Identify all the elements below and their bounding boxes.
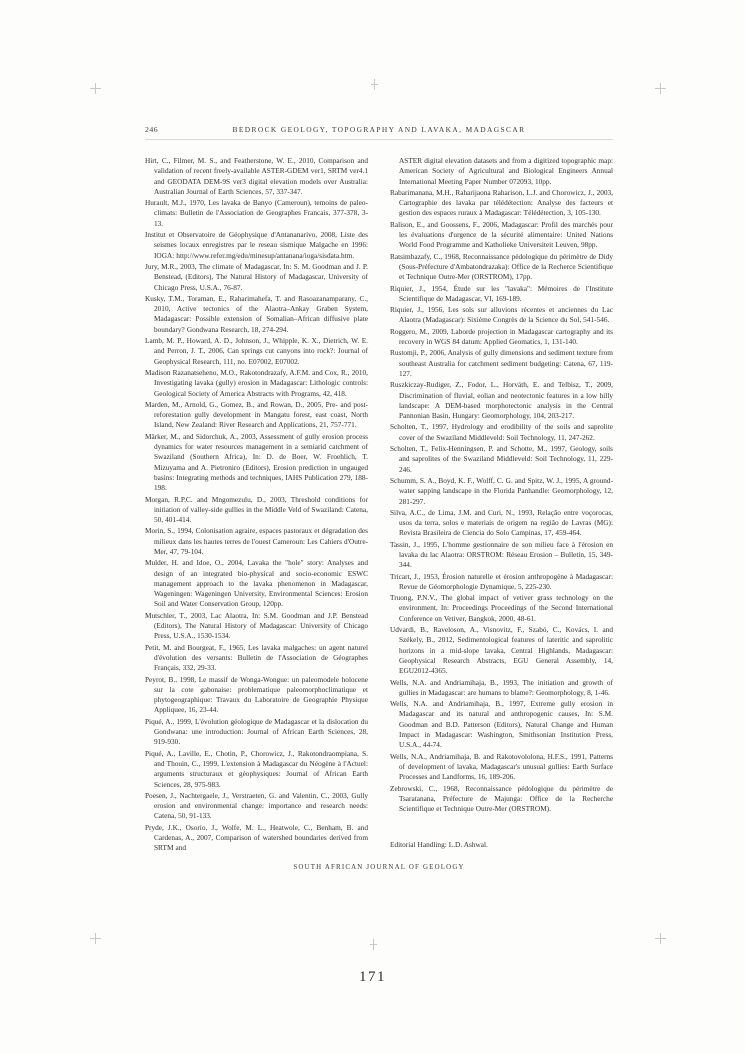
reference-entry: Silva, A.C., de Lima, J.M. and Curi, N., 1993, Relação entre voçorocas, usos da terra, solos e materiais de origem na região de Lavras (MG): Revista Brasileira de Ciencia do Solo Campinas, 17, 459-464. [390,507,613,538]
reference-entry: Roggero, M., 2009, Laborde projection in Madagascar cartography and its recovery in WGS 84 datum: Applied Geomatics, 1, 131-140. [390,326,613,347]
reference-entry: Wells, N.A., Andriamihaja, B. and Rakotovololona, H.F.S., 1991, Patterns of development of lavaka, Madagascar's unusual gullies: Earth Surface Processes and Landforms, 16, 189-206. [390,751,613,782]
reference-entry: Schumm, S. A., Boyd, K. F., Wolff, C. G. and Spitz, W. J., 1995, A ground-water sapping landscape in the Florida Panhandle: Geomorphology, 12, 281-297. [390,475,613,506]
reference-entry: Morin, S., 1994, Colonisation agraire, espaces pastoraux et dégradation des milieux dans les hautes terres de l'ouest Cameroun: Les Cahiers d'Outre-Mer, 47, 79-104. [145,526,368,556]
reference-entry: Wells, N.A. and Andriamihaja, B., 1993, The initiation and growth of gullies in Madagascar: are humans to blame?: Geomorphology, 8, 1-46. [390,677,613,697]
reference-entry: Lamb, M. P., Howard, A. D., Johnson, J., Whipple, K. X., Dietrich, W. E. and Perron, J. T., 2006, Can springs cut canyons into rock?: Journal of Geophysical Research, 111, no. E07002, E07002. [145,336,368,366]
crop-mark-top-right-icon [655,83,666,94]
reference-entry: Scholten, T., 1997, Hydrology and erodibility of the soils and saprolite cover of the Swaziland Middleveld: Soil Technology, 11, 247-262. [390,422,613,442]
reference-entry-continuation: ASTER digital elevation datasets and from a digitized topographic map: American Society of Agricultural and Biological Engineers Annual International Meeting Paper Number 072093, 10pp. [399,156,613,186]
crop-mark-bottom-center-icon [368,939,379,950]
reference-entry: Poesen, J., Nachtergaele, J., Verstraeten, G. and Valentin, C., 2003, Gully erosion and environmental change: importance and research needs: Catena, 50, 91-133. [145,790,368,821]
crop-mark-top-center-icon [369,79,380,90]
reference-entry: Piqué, A., Laville, E., Chotin, P., Chorowicz, J., Rakotondraompiana, S. and Thouin, C., 1999, L'extension à Madagascar du Néogène à l'Actuel: arguments structuraux et géophysiques: Journal of African Earth Sciences, 28, 975-983. [145,748,368,789]
header-rule [145,139,613,140]
running-head-block [145,123,613,139]
reference-entry: Mulder, H. and Idoe, O., 2004, Lavaka the "hole" story: Analyses and design of an integrated bio-physical and socio-economic ESWC management approach to the lavaka phenomenon in Madagascar, Wageningen: Wageningen University, Environmental Sciences: Erosion Soil and Water Conservation Group, 120pp. [145,558,368,609]
page-number: 171 [359,969,386,985]
reference-entry: Ralison, E., and Goossens, F., 2006, Madagascar: Profil des marchés pour les évaluations d'urgence de la sécurité alimentaire: United Nations World Food Programme and Katholieke Universiteit Leuven, 98pp. [390,219,613,250]
reference-entry: Riquier, J., 1956, Les sols sur alluvions récentes et anciennes du Lac Alaotra (Madagascar): Sixième Congrès de la Science du Sol, 541-546. [390,305,613,325]
reference-entry: Ratsimbazafy, C., 1968, Reconnaissance pédologique du périmètre de Didy (Sous-Préfecture d'Ambatondrazaka): Office de la Recherce Scientifique et Technique Outre-Mer (ORSTROM), 17pp. [390,251,613,282]
folio-page-number: 246 [145,125,159,134]
reference-entry: Märker, M., and Sidorchuk, A., 2003, Assessment of gully erosion process dynamics for water resources management in a semiarid catchment of Swaziland (Southern Africa), In: D. de Boer, W. Froehlich, T. Mizuyama and A. Pietroniro (Editors), Erosion prediction in ungauged basins: Integrating methods and techniques, IAHS Publication 279, 188-198. [145,431,368,493]
reference-entry: Rustomji, P., 2006, Analysis of gully dimensions and sediment texture from southeast Australia for catchment sediment budgeting: Catena, 67, 119-127. [390,348,613,378]
reference-list [145,156,613,855]
reference-entry: Mutschler, T., 2003, Lac Alaotra, In: S.M. Goodman and J.P. Benstead (Editors), The Natural History of Madagascar: University of Chicago Press, U.S.A., 1530-1534. [145,610,368,641]
reference-entry: Pryde, J.K., Osorio, J., Wolfe, M. L., Heatwole, C., Benham, B. and Cardenas, A., 2007, Comparison of watershed boundaries derived from SRTM and [145,822,368,853]
reference-entry: Kusky, T.M., Toraman, E., Raharimahefa, T. and Rasoazanamparany, C., 2010, Active tectonics of the Alaotra–Ankay Graben System, Madagascar: Possible extension of Somalian–African diffusive plate boundary? Gondwana Research, 18, 274-294. [145,293,368,334]
reference-entry: Wells, N.A. and Andriamihaja, B., 1997, Extreme gully erosion in Madagascar and its natural and anthropogenic causes, In: S.M. Goodman and B.D. Patterson (Editors), Natural Change and Human Impact in Madagascar: Washington, Smithsonian Institution Press, U.S.A., 44-74. [390,699,613,750]
reference-entry: Jury, M.R., 2003, The climate of Madagascar, In: S. M. Goodman and J. P. Benstead, (Editors), The Natural History of Madagascar, University of Chicago Press, U.S.A., 76-87. [145,261,368,292]
reference-column-left [145,156,368,855]
journal-name-footer: SOUTH AFRICAN JOURNAL OF GEOLOGY [293,864,465,871]
reference-entry: Hurault, M.J., 1970, Les lavaka de Banyo (Cameroun), temoins de paleo-climats: Bulletin de l'Association de Geographes Francais, 377-378, 3-13. [145,198,368,228]
reference-entry: Hirt, C., Filmer, M. S., and Featherstone, W. E., 2010, Comparison and validation of recent freely-available ASTER-GDEM ver1, SRTM ver4.1 and GEODATA DEM-9S ver3 digital elevation models over Australia: Australian Journal of Earth Sciences, 57, 337-347. [145,156,368,196]
reference-entry: Petit, M. and Bourgeat, F., 1965, Les lavaka malgaches: un agent naturel d'évolution des versants: Bulletin de l'Association de Géographes Français, 332, 29-33. [145,642,368,673]
reference-entry: Institut et Observatoire de Géophysique d'Antananarivo, 2008, Liste des seismes locaux enregistres par le reseau sismique Malgache en 1996: IOGA: http://www.refer.mg/edu/minesup/antanana/ioga/sisdata.htm. [145,230,368,260]
running-head-title: BEDROCK GEOLOGY, TOPOGRAPHY AND LAVAKA, MADAGSCAR [232,125,526,134]
reference-entry: Marden, M., Arnold, G., Gomez, B., and Rowan, D., 2005, Pre- and post-reforestation gully development in Mangatu forest, east coast, North Island, New Zealand: River Research and Applications, 21, 757-771. [145,399,368,430]
crop-mark-bottom-right-icon [655,933,666,944]
reference-entry: Ruszkiczay-Rudiger, Z., Fodor, L., Horváth, E. and Telbisz, T., 2009, Discrimination of fluvial, eolian and neotectonic features in a low hilly landscape: A DEM-based morphotectonic analysis in the Central Pannonian Basin, Hungary: Geomorphology, 104, 203-217. [390,380,613,421]
reference-entry: Peyrot, B., 1998, Le massif de Wonga-Wongue: un paleomodele holocene sur la cote gabonaise: problematique paleomorphoclimatique et phytogeographique: Travaux du Laboratoire de Geographie Physique Appliquee, 16, 23-44. [145,674,368,715]
reference-entry: Tricart, J., 1953, Érosion naturelle et érosion anthropogène à Madagascar: Revue de Géomorphologie Dynamique, 5, 225-230. [390,571,613,591]
reference-entry: Tassin, J., 1995, L'homme gestionnaire de son milieu face à l'érosion en lavaka du lac Alaotra: ORSTROM: Réseau Erosion – Bulletin, 15, 349-344. [390,539,613,570]
reference-entry: Udvardi, B., Raveloson, A., Visnovitz, F., Szabó, C., Kovács, I. and Székely, B., 2012, Sedimentological features of lateritic and saprolitic horizons in a mid-slope lavaka, Central Highlands, Madagascar: Geophysical Research Abstracts, EGU General Assembly, 14, EGU2012-4365. [390,625,613,676]
reference-entry: Riquier, J., 1954, Étude sur les "lavaka": Mémoires de l'Institute Scientifique de Madagascar, VI, 169-189. [390,283,613,303]
reference-entry: Morgan, R.P.C. and Mngomezulu, D., 2003, Threshold conditions for initiation of valley-side gullies in the Middle Veld of Swaziland: Catena, 50, 401-414. [145,494,368,525]
reference-entry: Madison Razanatseheno, M.O., Rakotondrazafy, A.F.M. and Cox, R., 2010, Investigating lavaka (gully) erosion in Madagascar: Lithologic controls: Geological Society of America Abstracts with Programs, 42, 418. [145,367,368,398]
reference-column-right [390,156,613,855]
reference-entry: Rabarimanana, M.H., Raharijaona Raharison, L.J. and Chorowicz, J., 2003, Cartographie des lavaka par télédétection: Analyse des facteurs et gestion des espaces ruraux à Madagascar: Télédétection, 3, 105-130. [390,187,613,218]
reference-entry: Piqué, A., 1999, L'évolution géologique de Madagascar et la dislocation du Gondwana: une introduction: Journal of African Earth Sciences, 28, 919-930. [145,716,368,747]
reference-entry: Zebrowski, C., 1968, Reconnaissance pédologique du périmètre de Tsaratanana, Préfecture de Majunga: Office de la Recherche Scientifique et Technique Outre-Mer (ORSTROM). [390,783,613,814]
reference-entry: Scholten, T., Felix-Henningsen, P. and Schotte, M., 1997, Geology, soils and saprolites of the Swaziland Middleveld: Soil Technology, 11, 229-246. [390,444,613,474]
reference-entry: Truong, P.N.V., The global impact of vetiver grass technology on the environment, In: Proceedings Proceedings of the Second International Conference on Vetiver, Bangkok, 2000, 48-61. [390,593,613,623]
editorial-handling-note: Editorial Handling: L.D. Ashwal. [390,840,488,850]
crop-mark-top-left-icon [90,83,101,94]
crop-mark-bottom-left-icon [90,933,101,944]
